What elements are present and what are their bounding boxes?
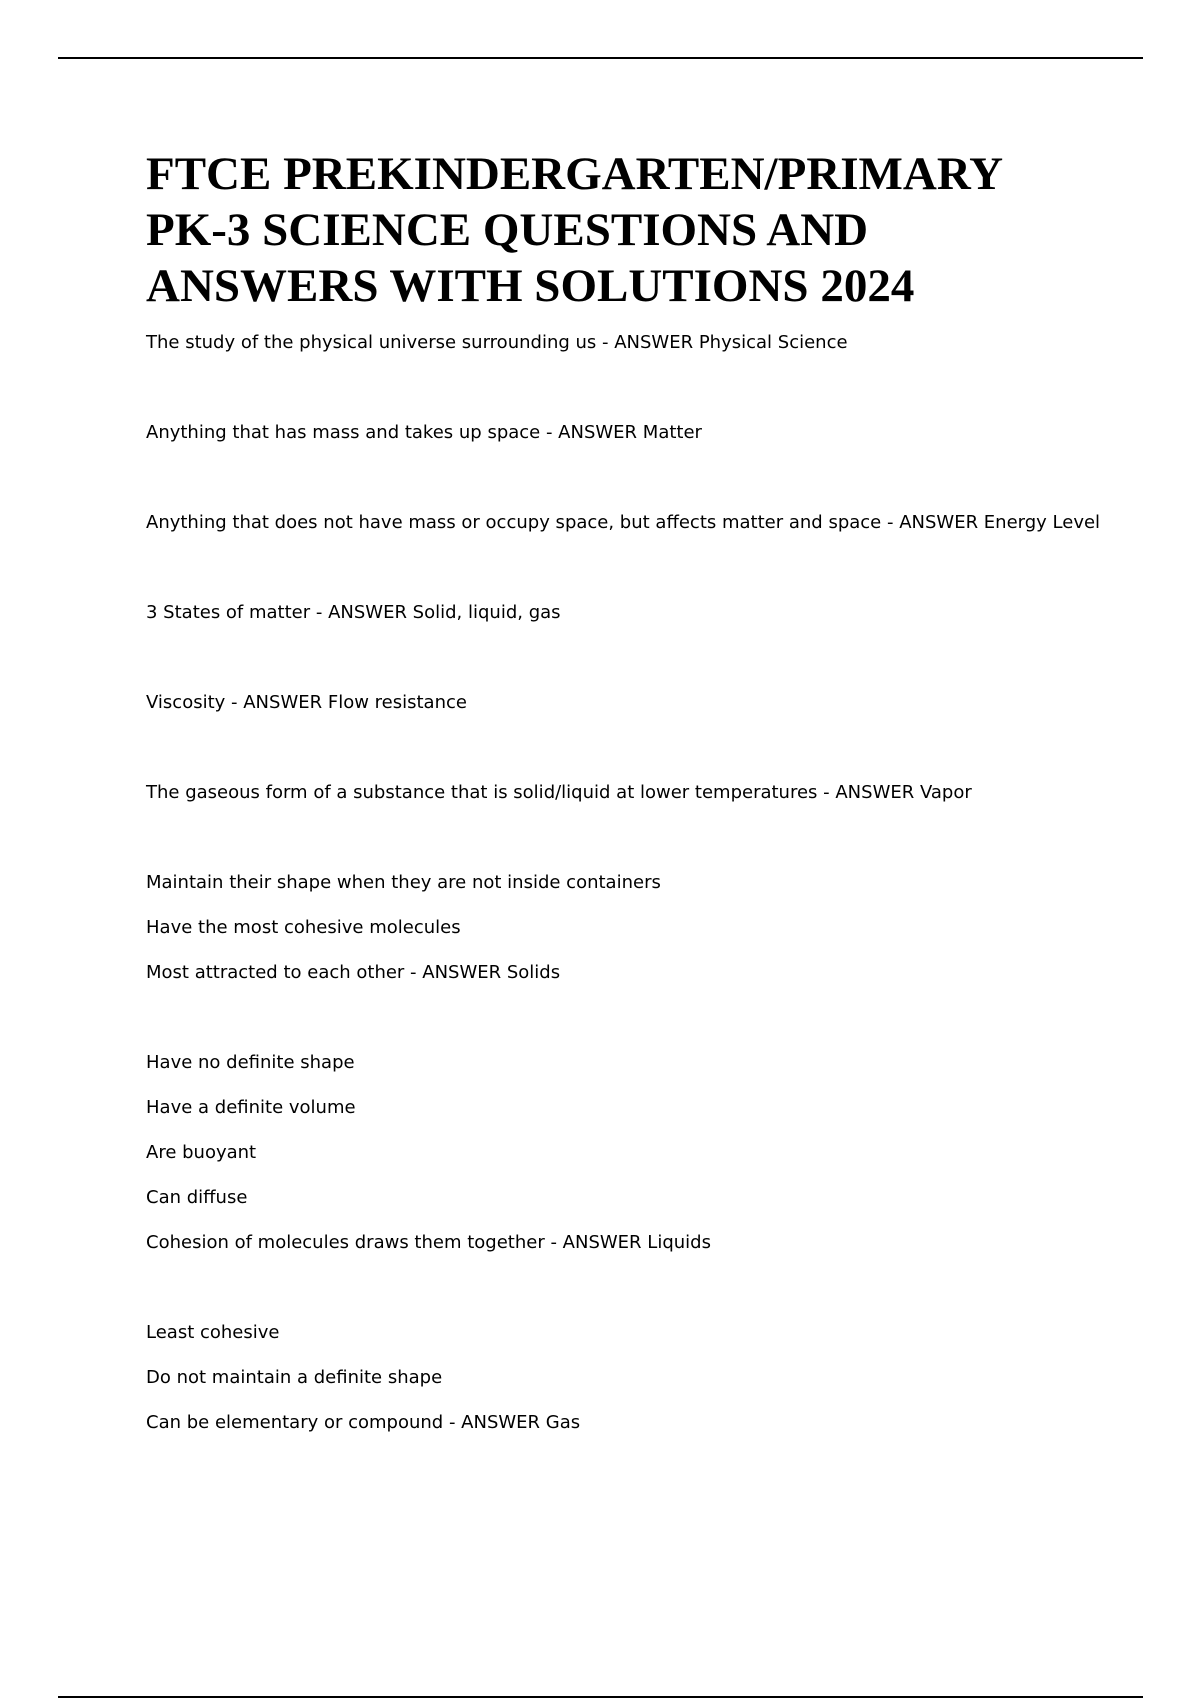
qa-item (146, 860, 1146, 995)
qa-line: The study of the physical universe surrounding us - ANSWER Physical Science (146, 332, 848, 353)
qa-line: Most attracted to each other - ANSWER Solids (146, 962, 561, 983)
qa-item (146, 1310, 1146, 1445)
qa-item (146, 500, 1146, 545)
footer-rule (58, 1696, 1143, 1698)
qa-line: Least cohesive (146, 1322, 280, 1343)
qa-line: Cohesion of molecules draws them together - ANSWER Liquids (146, 1232, 711, 1253)
qa-item (146, 680, 1146, 725)
title-line: PK-3 SCIENCE QUESTIONS AND (146, 204, 869, 256)
qa-line: Do not maintain a definite shape (146, 1367, 443, 1388)
qa-item (146, 1040, 1146, 1265)
qa-line: Anything that has mass and takes up space - ANSWER Matter (146, 422, 702, 443)
qa-line: Can diffuse (146, 1187, 248, 1208)
document-title (146, 146, 1146, 314)
qa-line: Have a definite volume (146, 1097, 356, 1118)
qa-line: Are buoyant (146, 1142, 257, 1163)
title-line: FTCE PREKINDERGARTEN/PRIMARY (146, 148, 1004, 200)
qa-item (146, 590, 1146, 635)
qa-line: Can be elementary or compound - ANSWER Gas (146, 1412, 581, 1433)
qa-line: Viscosity - ANSWER Flow resistance (146, 692, 467, 713)
title-line: ANSWERS WITH SOLUTIONS 2024 (146, 260, 915, 312)
qa-line: The gaseous form of a substance that is solid/liquid at lower temperatures - ANSWER Vapor (146, 782, 972, 803)
qa-item (146, 320, 1146, 365)
qa-line: 3 States of matter - ANSWER Solid, liquid, gas (146, 602, 561, 623)
qa-item (146, 770, 1146, 815)
qa-line: Have no definite shape (146, 1052, 355, 1073)
document-body (146, 146, 1146, 1490)
qa-line: Anything that does not have mass or occupy space, but affects matter and space - ANSWER Energy Level (146, 512, 1101, 533)
qa-line: Maintain their shape when they are not inside containers (146, 872, 661, 893)
qa-list (146, 320, 1146, 1445)
qa-item (146, 410, 1146, 455)
qa-line: Have the most cohesive molecules (146, 917, 461, 938)
header-rule (58, 57, 1143, 59)
